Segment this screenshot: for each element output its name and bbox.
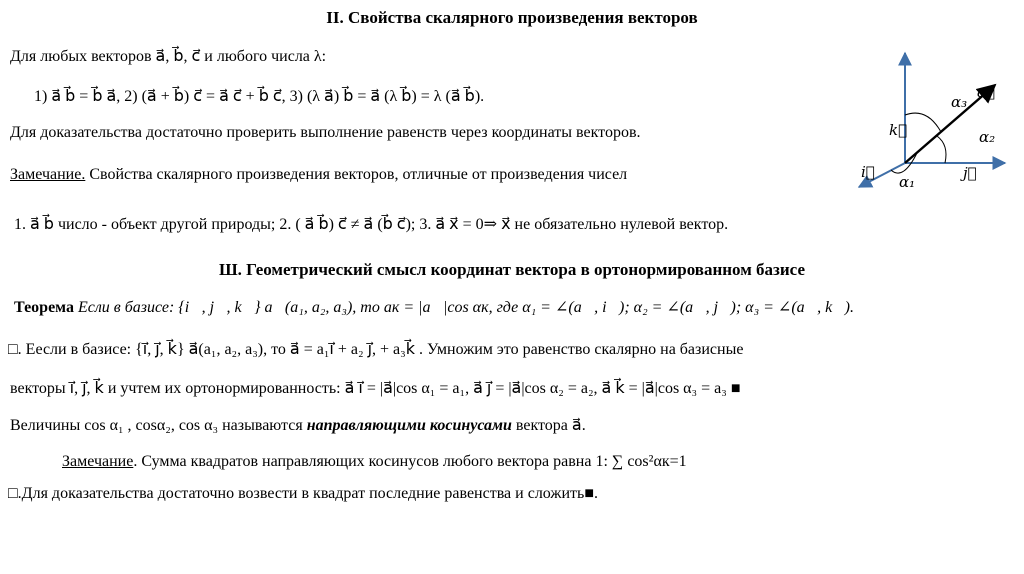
proof-line-2: векторы i⃗, j⃗, k⃗ и учтем их ортонормированность: a⃗ i⃗ = |a⃗|cos α₁ = a₁, a⃗ j⃗ = |a⃗|cos α₂ = a₂, a⃗ k⃗ = |a⃗|cos α₃ = a₃ ■ [10,380,741,397]
label-j: j⃗ [963,164,977,182]
direction-cosines-term: направляющими косинусами [306,417,512,434]
remark-2-text: . Сумма квадратов направляющих косинусов любого вектора равна 1: ∑ cos²αк=1 [133,453,687,470]
differences-list: 1. a⃗ b⃗ число - объект другой природы; 2. ( a⃗ b⃗) c⃗ ≠ a⃗ (b⃗ c⃗); 3. a⃗ x⃗ = 0⇒ x⃗ не обязательно нулевой вектор. [14,216,729,233]
label-a: a⃗ [977,83,995,101]
angle-arc-alpha3 [905,113,941,132]
vector-angle-diagram [845,45,1015,195]
remark-2 [62,453,687,471]
direction-cosines-after: вектора a⃗. [511,417,586,434]
remark-2-label: Замечание [62,453,134,470]
label-alpha3: α₃ [951,93,968,111]
remark-1-text: Свойства скалярного произведения векторов, отличные от произведения чисел [85,166,628,183]
proof-line-1: □. Еесли в базисе: {i⃗, j⃗, k⃗} a⃗(a₁, a₂, a₃), то a⃗ = a₁i⃗ + a₂ j⃗, + a₃k⃗ . Умножим это равенство скалярно на базисные [8,341,744,358]
final-proof-note: □.Для доказательства достаточно возвести в квадрат последние равенства и сложить■. [8,485,598,502]
label-k: k⃗ [889,121,908,139]
section-2-title: II. Свойства скалярного произведения векторов [326,8,698,27]
remark-1-label: Замечание. [10,166,86,183]
section-3-title: Ш. Геометрический смысл координат вектора в ортонормированном базисе [219,260,805,279]
theorem-label: Теорема [14,299,74,316]
theorem [14,297,854,317]
label-i: i⃗ [861,163,875,181]
properties-list: 1) a⃗ b⃗ = b⃗ a⃗, 2) (a⃗ + b⃗) c⃗ = a⃗ c⃗ + b⃗ c⃗, 3) (λ a⃗) b⃗ = a⃗ (λ b⃗) = λ (a⃗ b⃗). [34,88,485,105]
label-alpha2: α₂ [979,128,996,146]
label-alpha1: α₁ [899,173,916,191]
remark-1 [10,166,627,184]
proof-note: Для доказательства достаточно проверить выполнение равенств через координаты векторов. [10,124,641,141]
direction-cosines-before: Величины cos α₁ , cosα₂, cos α₃ называются [10,417,307,434]
intro-text: Для любых векторов a⃗, b⃗, c⃗ и любого числа λ: [10,48,327,65]
direction-cosines-definition [10,415,586,435]
angle-arc-alpha2 [937,136,946,163]
theorem-text: Если в базисе: {i⃗, j⃗, k⃗} a⃗(a₁, a₂, a₃), то aк = |a⃗|cos αк, где α₁ = ∠(a⃗, i⃗); α₂ = ∠(a⃗, j⃗); α₃ = ∠(a⃗, k⃗). [73,299,854,316]
